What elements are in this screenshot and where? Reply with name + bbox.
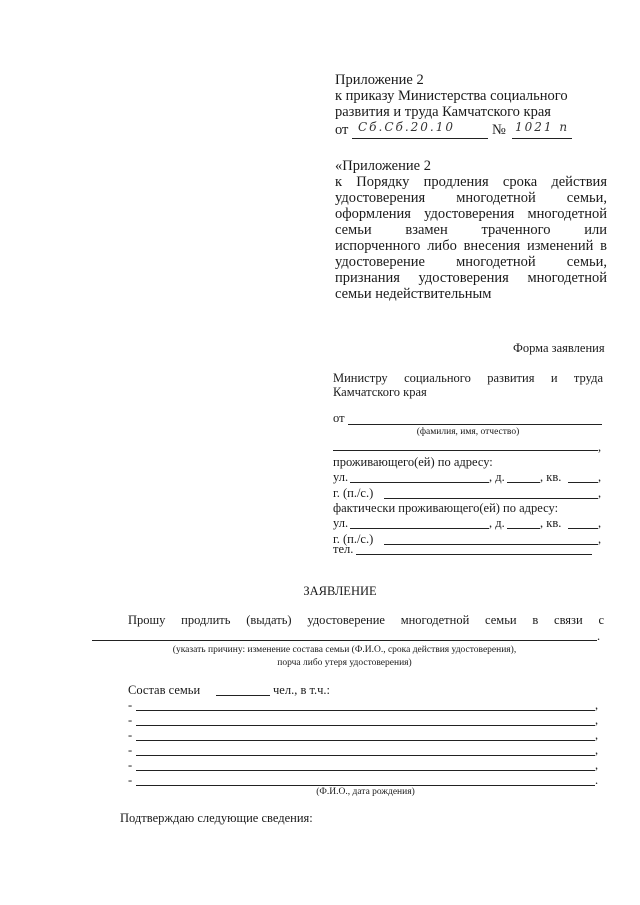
comma: ,	[595, 698, 599, 712]
family-count-field[interactable]	[216, 695, 270, 696]
comma: ,	[595, 743, 599, 757]
city-label: г. (п./с.)	[333, 486, 374, 500]
dash: -	[128, 713, 133, 727]
actual-apartment-field[interactable]	[568, 528, 598, 529]
appendix-quote-line: признания удостоверения многодетной	[335, 270, 607, 286]
family-suffix: чел., в т.ч.:	[273, 683, 331, 697]
actual-city-label: г. (п./с.)	[333, 532, 374, 546]
appendix-number-line	[512, 138, 572, 139]
reason-field[interactable]	[92, 640, 597, 641]
addressee-from-label: от	[333, 411, 345, 425]
appendix-order-line: к приказу Министерства социального	[335, 88, 568, 104]
appendix-quote-title: «Приложение 2	[335, 158, 431, 174]
addressee-line: Министру социального развития и труда	[333, 371, 603, 385]
addressee-line: Камчатского края	[333, 385, 427, 399]
comma: ,	[598, 516, 602, 530]
actual-street-label: ул.	[333, 516, 349, 530]
appendix-ministry-line: развития и труда Камчатского края	[335, 104, 551, 120]
dash: -	[128, 773, 133, 787]
fio-field-continued[interactable]	[333, 450, 598, 451]
comma: ,	[598, 470, 602, 484]
family-member-field[interactable]	[136, 755, 595, 756]
family-member-field[interactable]	[136, 770, 595, 771]
reason-caption-continued: порча либо утеря удостоверения)	[277, 658, 412, 668]
member-caption: (Ф.И.О., дата рождения)	[316, 787, 415, 797]
statement-title: ЗАЯВЛЕНИЕ	[303, 584, 377, 598]
apartment-label: , кв.	[540, 470, 562, 484]
dash: -	[128, 743, 133, 757]
house-label: , д.	[489, 470, 505, 484]
apartment-field[interactable]	[568, 482, 598, 483]
street-field[interactable]	[350, 482, 489, 483]
street-label: ул.	[333, 470, 349, 484]
city-field[interactable]	[384, 498, 598, 499]
appendix-date-line	[352, 138, 488, 139]
comma: ,	[598, 532, 602, 546]
comma: ,	[595, 758, 599, 772]
house-field[interactable]	[507, 482, 540, 483]
dash: -	[128, 698, 133, 712]
form-label: Форма заявления	[513, 341, 605, 355]
family-member-field[interactable]	[136, 725, 595, 726]
dash: -	[128, 728, 133, 742]
fio-caption: (фамилия, имя, отчество)	[416, 427, 520, 437]
actual-street-field[interactable]	[350, 528, 489, 529]
actual-apartment-label: , кв.	[540, 516, 562, 530]
family-member-field[interactable]	[136, 710, 595, 711]
phone-label: тел.	[333, 542, 354, 556]
comma: ,	[598, 486, 602, 500]
period: .	[595, 773, 599, 787]
appendix-title: Приложение 2	[335, 72, 424, 88]
reason-caption: (указать причину: изменение состава семьи (Ф.И.О., срока действия удостоверения),	[172, 645, 517, 655]
family-member-field[interactable]	[136, 785, 595, 786]
appendix-number-label: №	[492, 122, 506, 138]
appendix-from-label: от	[335, 122, 349, 138]
phone-field[interactable]	[356, 554, 592, 555]
fio-field[interactable]	[348, 424, 602, 425]
comma: ,	[595, 713, 599, 727]
comma: ,	[595, 728, 599, 742]
appendix-date-handwritten: Сб.Сб.20.10	[358, 120, 455, 134]
family-member-field[interactable]	[136, 740, 595, 741]
appendix-quote-line: оформления удостоверения многодетной	[335, 206, 607, 222]
actual-house-field[interactable]	[507, 528, 540, 529]
actual-address-label: фактически проживающего(ей) по адресу:	[333, 501, 559, 515]
request-text: Прошу продлить (выдать) удостоверение многодетной семьи в связи с	[128, 613, 604, 627]
appendix-quote-line: испорченного либо внесения изменений в	[335, 238, 607, 254]
family-label: Состав семьи	[128, 683, 201, 697]
dash: -	[128, 758, 133, 772]
period: .	[597, 629, 601, 643]
appendix-quote-line: семьи недействительным	[335, 286, 492, 302]
actual-house-label: , д.	[489, 516, 505, 530]
appendix-number-handwritten: 1021 п	[515, 120, 570, 134]
appendix-quote-line: удостоверение многодетной семьи,	[335, 254, 607, 270]
appendix-quote-line: к Порядку продления срока действия	[335, 174, 607, 190]
appendix-quote-line: семьи взамен траченного или	[335, 222, 607, 238]
comma: ,	[598, 440, 602, 454]
appendix-quote-line: удостоверения многодетной семьи,	[335, 190, 607, 206]
residing-label: проживающего(ей) по адресу:	[333, 455, 493, 469]
actual-city-field[interactable]	[384, 544, 598, 545]
confirm-text: Подтверждаю следующие сведения:	[120, 811, 313, 825]
